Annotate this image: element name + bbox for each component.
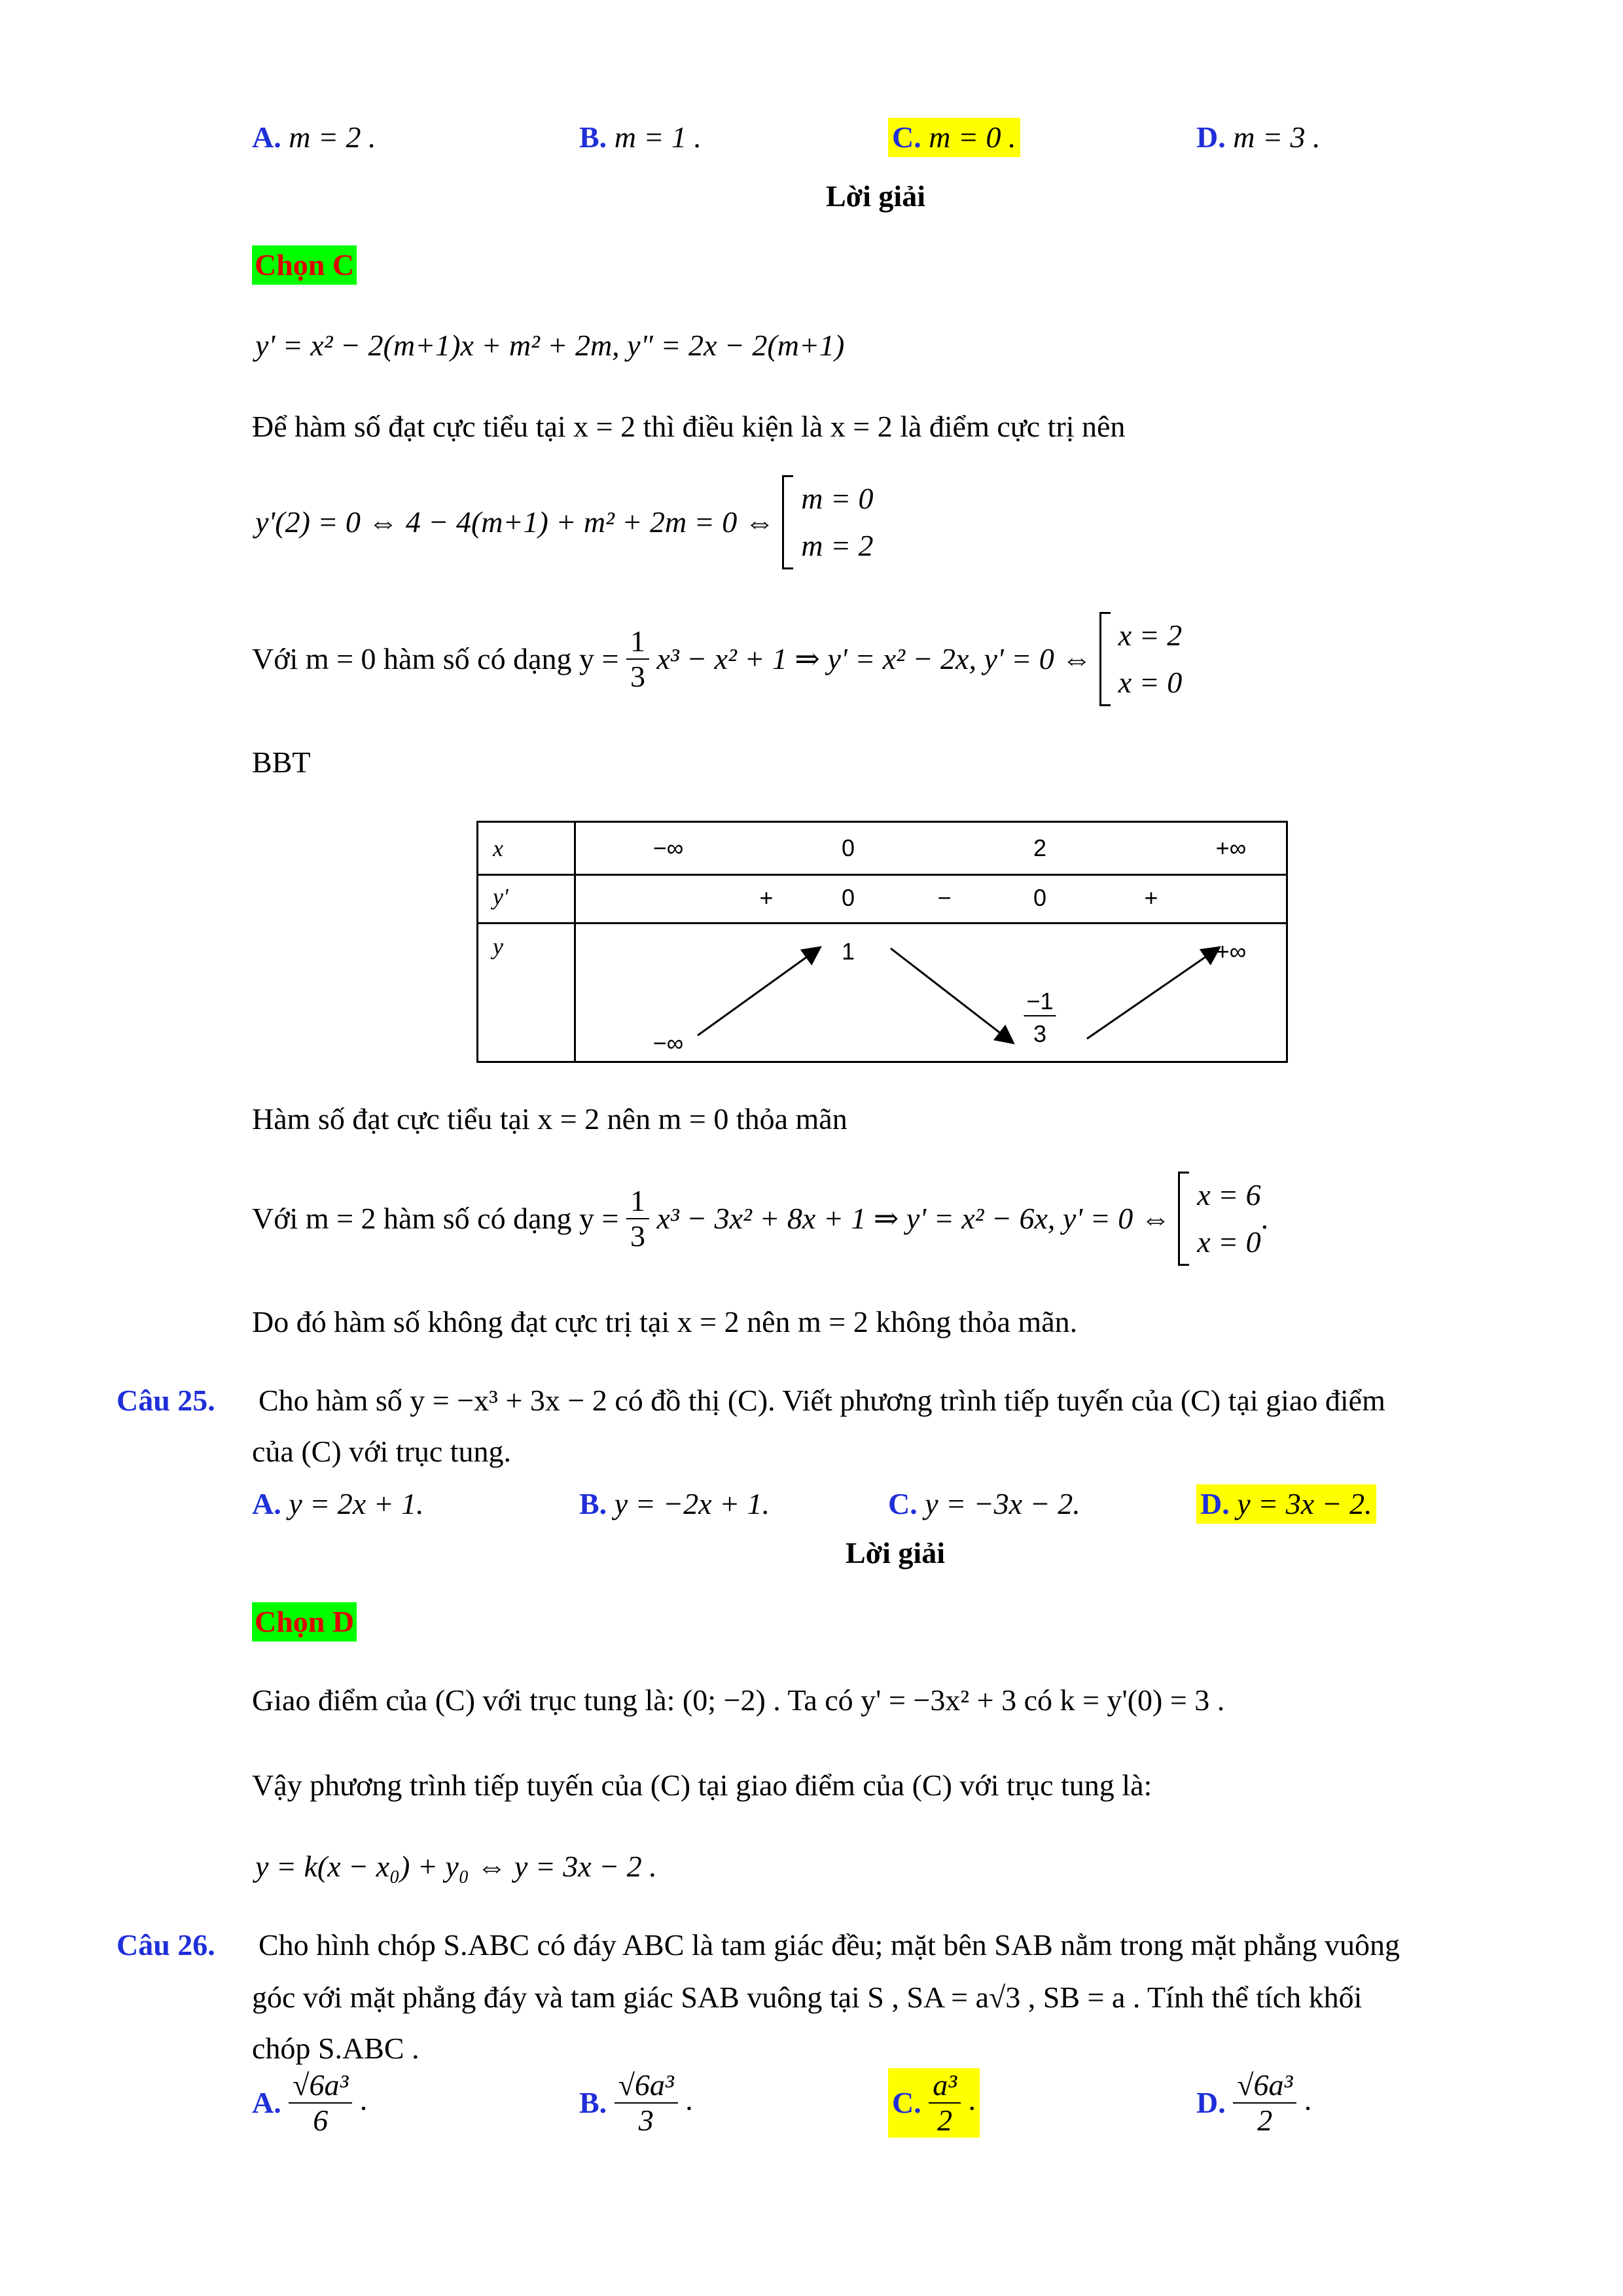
q24-equation-line: y'(2) = 0 ⇔ 4 − 4(m+1) + m² + 2m = 0 ⇔ m = 0 m = 2 xyxy=(255,475,874,569)
q26-number: Câu 26. xyxy=(116,1928,215,1962)
q24-option-d: D. m = 3 . xyxy=(1196,120,1321,154)
q25-solution-line1: Giao điểm của (C) với trục tung là: (0; −2) . Ta có y' = −3x² + 3 có k = y'(0) = 3 . xyxy=(252,1683,1225,1717)
q24-case-m0-fraction: $\frac{1}{3}$ xyxy=(626,624,649,694)
q24-condition-line: Để hàm số đạt cực tiểu tại x = 2 thì điều kiện là x = 2 là điểm cực trị nên xyxy=(252,410,1126,443)
q24-case-m2-line: Với m = 2 hàm số có dạng y = $\frac{1}{3}$ x³ − 3x² + 8x + 1 ⇒ y' = x² − 6x, y' = 0 ⇔ x = 6 x = 0 . xyxy=(252,1172,1268,1266)
table-y-cell: −∞ xyxy=(652,1030,684,1056)
q24-minimum-line: Hàm số đạt cực tiểu tại x = 2 nên m = 0 thỏa mãn xyxy=(252,1102,847,1136)
q24-option-c: C. m = 0 . xyxy=(888,118,1020,157)
q25-stem-line1: Cho hàm số y = −x³ + 3x − 2 có đồ thị (C). Viết phương trình tiếp tuyến của (C) tại giao điểm xyxy=(259,1384,1385,1417)
table-row-label-yprime: y' xyxy=(493,884,508,910)
q25-chosen-answer: Chọn D xyxy=(252,1602,357,1641)
table-row-label-x: x xyxy=(493,835,503,861)
table-arrows xyxy=(478,823,1290,1065)
q26-option-b: B. $\frac{\text{√6a³}}{3}$ . xyxy=(579,2068,693,2137)
q24-derivative-line: y' = x² − 2(m+1)x + m² + 2m, y" = 2x − 2(m+1) xyxy=(255,329,845,362)
table-yprime-cell: 0 xyxy=(841,884,855,911)
table-yprime-cell: 0 xyxy=(1033,884,1047,911)
q25-stem-line2: của (C) với trục tung. xyxy=(252,1435,512,1468)
q25-solution-heading: Lời giải xyxy=(846,1536,945,1570)
table-yprime-cell: + xyxy=(759,884,774,911)
q24-equation-system: m = 0 m = 2 xyxy=(782,475,873,569)
q24-case-m0-line: Với m = 0 hàm số có dạng y = $\frac{1}{3}$ x³ − x² + 1 ⇒ y' = x² − 2x, y' = 0 ⇔ x = 2 x = 0 xyxy=(252,612,1182,706)
q24-option-b: B. m = 1 . xyxy=(579,120,702,154)
table-row-label-y: y xyxy=(493,933,503,960)
q25-option-d: D. y = 3x − 2. xyxy=(1196,1484,1376,1524)
q26-stem-line1: Cho hình chóp S.ABC có đáy ABC là tam giác đều; mặt bên SAB nằm trong mặt phẳng vuông xyxy=(259,1928,1400,1962)
q25-option-c: C. y = −3x − 2. xyxy=(888,1487,1080,1520)
q24-chosen-answer: Chọn C xyxy=(252,245,357,285)
q26-stem-line2: góc với mặt phẳng đáy và tam giác SAB vuông tại S , SA = a√3 , SB = a . Tính thể tích khối xyxy=(252,1981,1363,2014)
table-yprime-cell: + xyxy=(1144,884,1158,911)
q24-solution-heading: Lời giải xyxy=(826,179,925,213)
q25-option-b: B. y = −2x + 1. xyxy=(579,1487,770,1520)
variation-table xyxy=(476,821,1288,1063)
q24-case-m2-fraction: $\frac{1}{3}$ xyxy=(626,1184,649,1253)
bbt-label: BBT xyxy=(252,745,311,779)
table-y-cell: −1 xyxy=(1024,988,1056,1016)
table-yprime-cell: − xyxy=(937,884,952,911)
q25-solution-line2: Vậy phương trình tiếp tuyến của (C) tại giao điểm của (C) với trục tung là: xyxy=(252,1768,1152,1802)
table-y-cell: 1 xyxy=(841,938,855,965)
q24-option-a: A. m = 2 . xyxy=(252,120,376,154)
q26-stem-line3: chóp S.ABC . xyxy=(252,2032,419,2065)
table-x-cell: 2 xyxy=(1033,834,1047,861)
q26-option-a: A. $\frac{\text{√6a³}}{6}$ . xyxy=(252,2068,368,2137)
table-x-cell: 0 xyxy=(841,834,855,861)
table-x-cell: −∞ xyxy=(652,834,684,861)
table-y-cell: 3 xyxy=(1033,1020,1047,1047)
table-y-cell: +∞ xyxy=(1215,938,1247,965)
q25-number: Câu 25. xyxy=(116,1384,215,1417)
q26-option-d: D. $\frac{\text{√6a³}}{2}$ . xyxy=(1196,2068,1312,2137)
q24-case-m0-system: x = 2 x = 0 xyxy=(1099,612,1182,706)
q24-conclusion-line: Do đó hàm số không đạt cực trị tại x = 2 nên m = 2 không thỏa mãn. xyxy=(252,1305,1078,1338)
q25-option-a: A. y = 2x + 1. xyxy=(252,1487,424,1520)
table-x-cell: +∞ xyxy=(1215,834,1247,861)
q26-option-c: C. $\frac{\text{a³}}{2}$ . xyxy=(888,2068,980,2138)
q24-case-m2-system: x = 6 x = 0 xyxy=(1178,1172,1260,1266)
q25-solution-line3: y = k(x − x₀) + y₀ ⇔ y = 3x − 2 . xyxy=(255,1850,657,1883)
